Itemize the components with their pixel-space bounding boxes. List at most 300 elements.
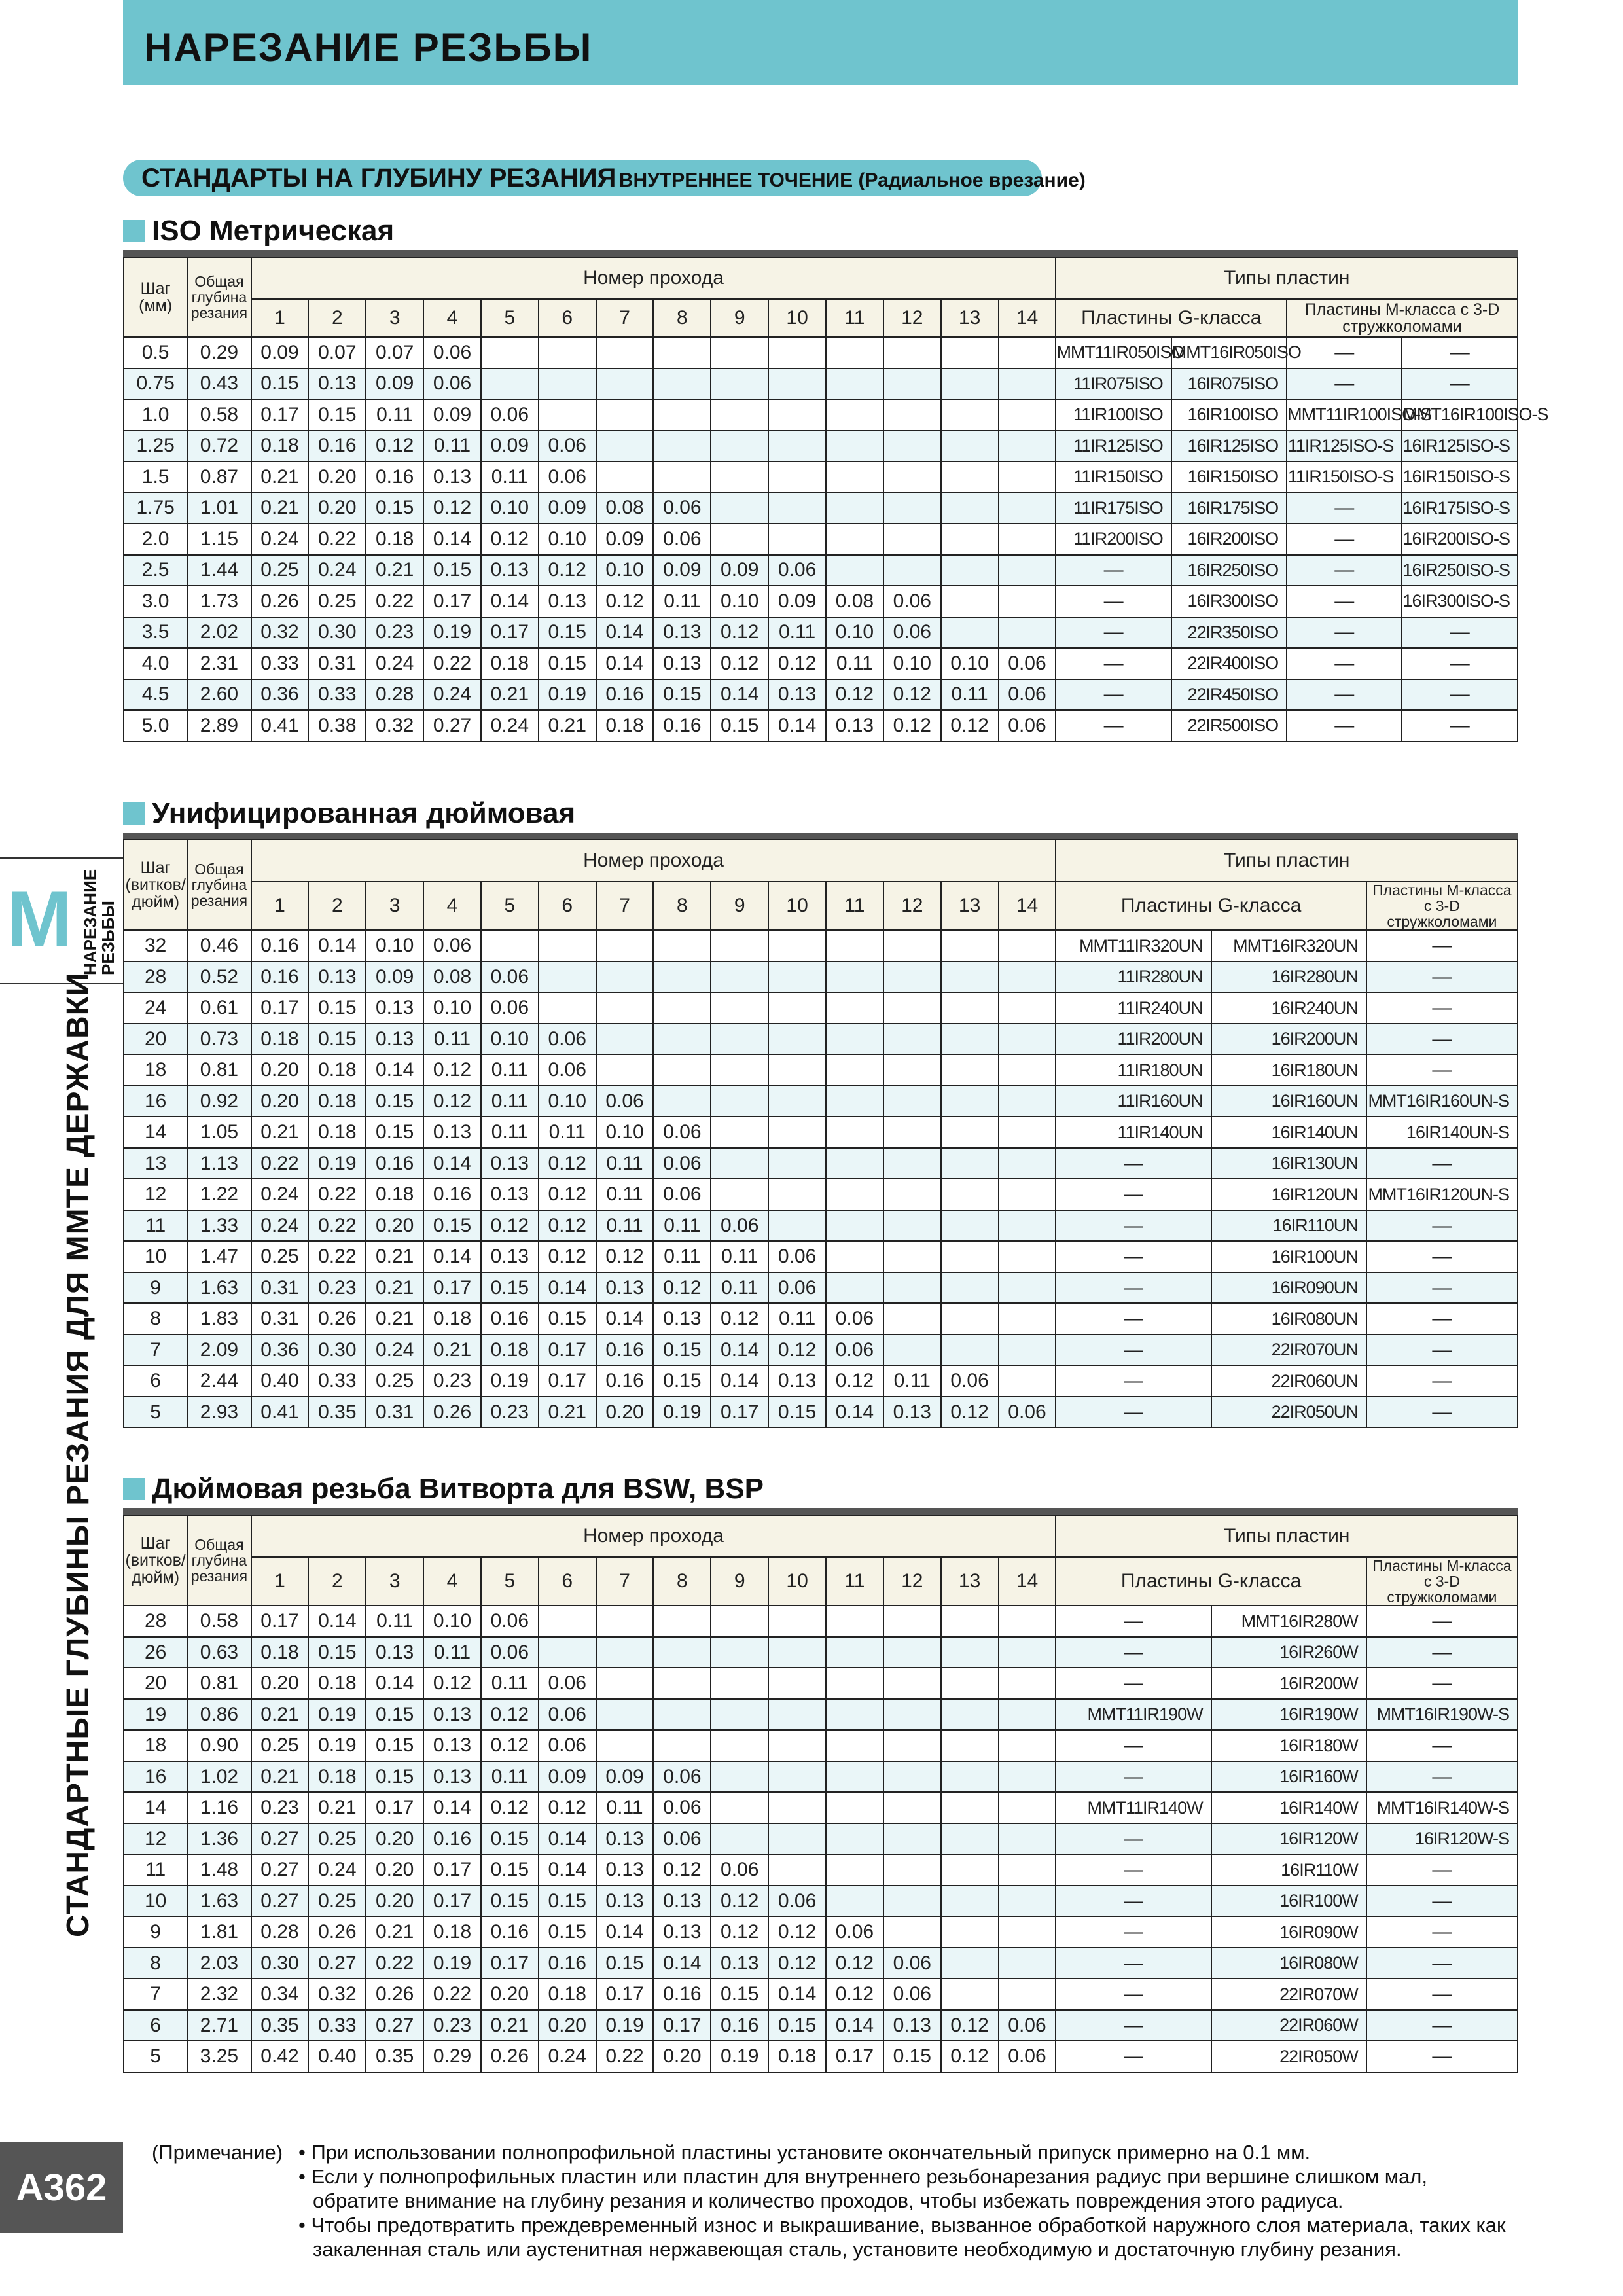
insert-cell: — (1056, 679, 1171, 711)
insert-cell: 16IR120W (1211, 1823, 1366, 1855)
insert-cell: 16IR300ISO-S (1402, 586, 1518, 617)
pass-depth-cell: 0.12 (539, 555, 596, 586)
insert-cell: 16IR175ISO (1171, 493, 1287, 524)
pass-depth-cell (883, 1699, 941, 1731)
pass-depth-cell: 0.13 (481, 1148, 539, 1179)
insert-cell: — (1056, 1886, 1211, 1917)
pass-depth-cell: 0.23 (366, 617, 423, 649)
pass-depth-cell: 0.06 (653, 1761, 711, 1793)
depth-cell: 1.48 (187, 1854, 251, 1886)
pass-depth-cell (999, 1979, 1056, 2010)
pitch-cell: 6 (124, 2010, 187, 2041)
pass-depth-cell (826, 1668, 883, 1699)
pass-depth-cell: 0.10 (481, 1024, 539, 1055)
pass-depth-cell: 0.13 (481, 1241, 539, 1272)
pass-depth-cell: 0.12 (711, 1886, 768, 1917)
insert-cell: — (1366, 1397, 1518, 1428)
insert-cell: — (1056, 555, 1171, 586)
table-row (124, 1086, 1518, 1117)
pass-depth-cell: 0.21 (366, 555, 423, 586)
pass-depth-cell: 0.14 (423, 524, 481, 555)
table-row (124, 1024, 1518, 1055)
pass-depth-cell: 0.15 (481, 1854, 539, 1886)
insert-cell: MMT11IR050ISO (1056, 337, 1171, 368)
pass-depth-cell (941, 1303, 999, 1335)
pass-depth-cell (653, 1024, 711, 1055)
pass-depth-cell: 0.14 (711, 1335, 768, 1366)
pass-depth-cell: 0.06 (653, 524, 711, 555)
pass-depth-cell: 0.15 (539, 617, 596, 649)
pass-depth-cell: 0.10 (481, 493, 539, 524)
pass-column-header: 13 (941, 882, 999, 930)
pass-column-header: 12 (883, 1557, 941, 1605)
pass-depth-cell: 0.12 (423, 1054, 481, 1086)
table-row (124, 1668, 1518, 1699)
pass-depth-cell: 0.15 (366, 1086, 423, 1117)
pass-depth-cell (826, 524, 883, 555)
insert-cell: MMT16IR160UN-S (1366, 1086, 1518, 1117)
insert-cell: 16IR125ISO-S (1402, 431, 1518, 462)
total-depth-header: Общая глубина резания (187, 1515, 251, 1605)
pass-depth-cell: 0.06 (481, 399, 539, 431)
table-row (124, 992, 1518, 1024)
pass-depth-cell: 0.13 (423, 1699, 481, 1731)
pass-depth-cell: 0.24 (251, 524, 309, 555)
pitch-cell: 9 (124, 1272, 187, 1304)
insert-cell: MMT11IR190W (1056, 1699, 1211, 1731)
pass-depth-cell: 0.21 (481, 2010, 539, 2041)
pass-depth-cell: 0.18 (596, 710, 654, 742)
insert-cell: — (1366, 1210, 1518, 1242)
pass-depth-cell: 0.13 (768, 679, 826, 711)
pass-depth-cell: 0.35 (251, 2010, 309, 2041)
g-class-header: Пластины G-класса (1056, 1557, 1366, 1605)
pass-depth-cell: 0.12 (883, 710, 941, 742)
pass-depth-cell: 0.21 (251, 1117, 309, 1148)
pass-depth-cell: 0.23 (308, 1272, 366, 1304)
pass-depth-cell: 0.14 (366, 1668, 423, 1699)
insert-types-header: Типы пластин (1056, 1515, 1518, 1557)
pass-depth-cell: 0.30 (308, 617, 366, 649)
pass-depth-cell (711, 1637, 768, 1668)
pass-depth-cell: 0.16 (423, 1823, 481, 1855)
pass-depth-cell: 0.23 (423, 1365, 481, 1397)
pass-depth-cell: 0.13 (653, 1303, 711, 1335)
pass-depth-cell: 0.11 (711, 1272, 768, 1304)
pass-depth-cell (941, 930, 999, 961)
pass-depth-cell (883, 1303, 941, 1335)
pitch-cell: 20 (124, 1024, 187, 1055)
pass-depth-cell (539, 1605, 596, 1637)
pass-column-header: 13 (941, 299, 999, 337)
pass-depth-cell: 0.09 (481, 431, 539, 462)
insert-cell: MMT16IR140W-S (1366, 1792, 1518, 1823)
pass-depth-cell (539, 368, 596, 400)
pitch-header: Шаг (мм) (124, 257, 187, 337)
pass-depth-cell: 0.16 (366, 1148, 423, 1179)
pass-depth-cell (941, 1792, 999, 1823)
pass-depth-cell (941, 1117, 999, 1148)
pass-depth-cell (826, 461, 883, 493)
pass-depth-cell (999, 617, 1056, 649)
pass-depth-cell (999, 1241, 1056, 1272)
pass-depth-cell: 0.31 (251, 1303, 309, 1335)
pitch-cell: 5 (124, 1397, 187, 1428)
pass-depth-cell: 0.17 (366, 1792, 423, 1823)
pass-depth-cell: 0.11 (366, 1605, 423, 1637)
pass-depth-cell: 0.15 (308, 992, 366, 1024)
pass-depth-cell: 0.12 (941, 710, 999, 742)
insert-cell: — (1056, 1365, 1211, 1397)
pass-depth-cell: 0.06 (539, 1730, 596, 1761)
pass-column-header: 12 (883, 882, 941, 930)
pass-column-header: 4 (423, 299, 481, 337)
pass-number-header: Номер прохода (251, 1515, 1056, 1557)
pass-depth-cell: 0.25 (308, 1823, 366, 1855)
pass-depth-cell: 0.27 (308, 1948, 366, 1979)
pass-depth-cell: 0.14 (711, 679, 768, 711)
pass-number-header: Номер прохода (251, 840, 1056, 882)
g-class-header: Пластины G-класса (1056, 299, 1287, 337)
insert-cell: — (1402, 617, 1518, 649)
pass-depth-cell: 0.09 (366, 368, 423, 400)
pass-column-header: 12 (883, 299, 941, 337)
pass-depth-cell: 0.17 (596, 1979, 654, 2010)
pass-depth-cell: 0.15 (768, 2010, 826, 2041)
pass-column-header: 10 (768, 1557, 826, 1605)
square-bullet-icon (123, 802, 145, 825)
depth-cell: 0.81 (187, 1054, 251, 1086)
header-row (124, 840, 1518, 882)
pass-depth-cell (596, 961, 654, 993)
pass-depth-cell: 0.19 (711, 2041, 768, 2072)
pass-depth-cell (768, 1210, 826, 1242)
depth-cell: 1.44 (187, 555, 251, 586)
pass-depth-cell: 0.16 (711, 2010, 768, 2041)
pass-depth-cell (883, 930, 941, 961)
pitch-cell: 16 (124, 1086, 187, 1117)
pass-column-header: 9 (711, 299, 768, 337)
pitch-cell: 19 (124, 1699, 187, 1731)
insert-cell: MMT16IR120UN-S (1366, 1179, 1518, 1210)
insert-cell: 16IR280UN (1211, 961, 1366, 993)
pass-depth-cell (826, 1823, 883, 1855)
insert-cell: 16IR240UN (1211, 992, 1366, 1024)
pass-depth-cell: 0.06 (826, 1335, 883, 1366)
pass-depth-cell: 0.09 (596, 524, 654, 555)
pass-depth-cell (941, 1823, 999, 1855)
pass-depth-cell (539, 992, 596, 1024)
pass-depth-cell: 0.12 (539, 1792, 596, 1823)
threading-tab-letter: M (7, 875, 72, 963)
insert-cell: 11IR240UN (1056, 992, 1211, 1024)
depth-cell: 0.72 (187, 431, 251, 462)
pass-depth-cell: 0.33 (308, 2010, 366, 2041)
pass-depth-cell: 0.29 (423, 2041, 481, 2072)
pass-depth-cell: 0.12 (653, 1854, 711, 1886)
pass-depth-cell (941, 1148, 999, 1179)
pass-column-header: 11 (826, 1557, 883, 1605)
pass-depth-cell (653, 1699, 711, 1731)
table-row (124, 461, 1518, 493)
pitch-cell: 3.5 (124, 617, 187, 649)
pass-depth-cell: 0.11 (366, 399, 423, 431)
pass-depth-cell: 0.12 (768, 648, 826, 679)
pass-depth-cell: 0.22 (423, 1979, 481, 2010)
pass-depth-cell: 0.16 (366, 461, 423, 493)
depth-cell: 1.05 (187, 1117, 251, 1148)
insert-cell: — (1056, 1303, 1211, 1335)
pass-depth-cell: 0.41 (251, 1397, 309, 1428)
vertical-chapter-title: СТАНДАРТНЫЕ ГЛУБИНЫ РЕЗАНИЯ ДЛЯ MMTE ДЕРЖАВКИ (61, 972, 96, 1937)
pass-depth-cell (941, 1637, 999, 1668)
pass-depth-cell (999, 555, 1056, 586)
pass-depth-cell (768, 1605, 826, 1637)
pass-depth-cell (596, 368, 654, 400)
pass-depth-cell: 0.33 (308, 679, 366, 711)
depth-cell: 1.15 (187, 524, 251, 555)
pass-depth-cell: 0.06 (711, 1854, 768, 1886)
table-row (124, 1637, 1518, 1668)
pass-depth-cell: 0.25 (308, 586, 366, 617)
pass-depth-cell: 0.06 (999, 2010, 1056, 2041)
pass-depth-cell (999, 337, 1056, 368)
pass-depth-cell: 0.24 (251, 1210, 309, 1242)
insert-cell: 22IR050UN (1211, 1397, 1366, 1428)
pass-depth-cell: 0.14 (423, 1148, 481, 1179)
pass-depth-cell (826, 1054, 883, 1086)
pitch-cell: 0.75 (124, 368, 187, 400)
pass-depth-cell (596, 1699, 654, 1731)
pass-depth-cell: 0.06 (768, 555, 826, 586)
table-row (124, 1699, 1518, 1731)
pass-depth-cell: 0.16 (251, 930, 309, 961)
insert-cell: — (1366, 2041, 1518, 2072)
insert-cell: — (1366, 2010, 1518, 2041)
depth-cell: 0.87 (187, 461, 251, 493)
insert-cell: — (1366, 1148, 1518, 1179)
pitch-cell: 1.5 (124, 461, 187, 493)
sidebar-tab-text (82, 869, 118, 975)
pass-depth-cell: 0.34 (251, 1979, 309, 2010)
table-row (124, 1210, 1518, 1242)
insert-cell: — (1366, 1730, 1518, 1761)
pass-depth-cell: 0.33 (308, 1365, 366, 1397)
pass-depth-cell (711, 930, 768, 961)
pass-depth-cell: 0.25 (251, 1730, 309, 1761)
pass-column-header: 7 (596, 882, 654, 930)
pass-column-header: 8 (653, 882, 711, 930)
table-row (124, 1397, 1518, 1428)
insert-cell: 16IR180UN (1211, 1054, 1366, 1086)
pass-depth-cell (768, 337, 826, 368)
depth-cell: 1.01 (187, 493, 251, 524)
table-row (124, 493, 1518, 524)
pass-depth-cell (999, 368, 1056, 400)
pass-depth-cell: 0.06 (539, 1054, 596, 1086)
pitch-cell: 10 (124, 1886, 187, 1917)
pass-depth-cell (826, 1117, 883, 1148)
pitch-cell: 12 (124, 1823, 187, 1855)
table-row (124, 1854, 1518, 1886)
pass-depth-cell: 0.12 (539, 1210, 596, 1242)
pass-depth-cell: 0.06 (481, 992, 539, 1024)
pass-depth-cell: 0.21 (366, 1272, 423, 1304)
pass-depth-cell: 0.27 (251, 1886, 309, 1917)
pass-depth-cell: 0.23 (251, 1792, 309, 1823)
pass-depth-cell: 0.12 (481, 1730, 539, 1761)
depth-cell: 2.31 (187, 648, 251, 679)
table-row (124, 555, 1518, 586)
pass-depth-cell (999, 399, 1056, 431)
pass-depth-cell (883, 368, 941, 400)
pass-depth-cell: 0.15 (711, 710, 768, 742)
insert-cell: MMT11IR320UN (1056, 930, 1211, 961)
pass-depth-cell: 0.22 (423, 648, 481, 679)
depth-cell: 1.47 (187, 1241, 251, 1272)
insert-cell: 16IR200UN (1211, 1024, 1366, 1055)
depth-cell: 1.73 (187, 586, 251, 617)
pass-depth-cell: 0.42 (251, 2041, 309, 2072)
pass-depth-cell (826, 1761, 883, 1793)
pass-depth-cell (999, 1605, 1056, 1637)
pass-depth-cell: 0.16 (653, 710, 711, 742)
pitch-cell: 12 (124, 1179, 187, 1210)
pass-depth-cell: 0.18 (308, 1117, 366, 1148)
pass-depth-cell: 0.20 (596, 1397, 654, 1428)
pass-depth-cell: 0.09 (423, 399, 481, 431)
pass-depth-cell: 0.13 (423, 1730, 481, 1761)
pass-depth-cell: 0.13 (711, 1948, 768, 1979)
pass-depth-cell: 0.23 (481, 1397, 539, 1428)
insert-cell: — (1056, 1210, 1211, 1242)
insert-cell: 16IR180W (1211, 1730, 1366, 1761)
pass-depth-cell: 0.15 (366, 1761, 423, 1793)
pass-depth-cell (941, 1241, 999, 1272)
pass-depth-cell: 0.16 (423, 1179, 481, 1210)
table-row (124, 399, 1518, 431)
pass-depth-cell: 0.15 (539, 648, 596, 679)
pass-depth-cell: 0.16 (596, 679, 654, 711)
insert-cell: — (1287, 710, 1402, 742)
pass-depth-cell: 0.11 (596, 1179, 654, 1210)
pass-depth-cell (711, 1699, 768, 1731)
table-row (124, 961, 1518, 993)
pass-depth-cell: 0.18 (251, 1637, 309, 1668)
pass-depth-cell: 0.13 (539, 586, 596, 617)
insert-cell: 11IR200UN (1056, 1024, 1211, 1055)
pass-column-header: 9 (711, 1557, 768, 1605)
table-row (124, 1605, 1518, 1637)
pass-depth-cell (711, 1792, 768, 1823)
pitch-cell: 5 (124, 2041, 187, 2072)
pass-depth-cell (596, 1605, 654, 1637)
pass-depth-cell (826, 930, 883, 961)
pass-depth-cell (826, 399, 883, 431)
insert-cell: — (1287, 368, 1402, 400)
insert-cell: — (1366, 992, 1518, 1024)
insert-cell: — (1056, 1148, 1211, 1179)
pass-depth-cell: 0.26 (423, 1397, 481, 1428)
pass-depth-cell: 0.24 (251, 1179, 309, 1210)
pass-depth-cell: 0.38 (308, 710, 366, 742)
pass-depth-cell (999, 1668, 1056, 1699)
page-title: НАРЕЗАНИЕ РЕЗЬБЫ (144, 26, 593, 69)
pass-depth-cell (941, 399, 999, 431)
pitch-cell: 8 (124, 1948, 187, 1979)
pass-depth-cell: 0.35 (366, 2041, 423, 2072)
pass-depth-cell (711, 961, 768, 993)
pass-depth-cell: 0.28 (251, 1916, 309, 1948)
pass-depth-cell: 0.22 (308, 1179, 366, 1210)
insert-cell: — (1056, 1948, 1211, 1979)
insert-cell: — (1287, 679, 1402, 711)
pass-depth-cell (768, 992, 826, 1024)
pass-depth-cell (596, 1668, 654, 1699)
pass-column-header: 14 (999, 1557, 1056, 1605)
depth-cell: 1.33 (187, 1210, 251, 1242)
pass-depth-cell: 0.20 (366, 1886, 423, 1917)
pass-depth-cell: 0.13 (768, 1365, 826, 1397)
pass-column-header: 4 (423, 882, 481, 930)
pass-depth-cell: 0.13 (653, 1886, 711, 1917)
pass-depth-cell (883, 431, 941, 462)
pass-depth-cell (999, 586, 1056, 617)
table-row (124, 710, 1518, 742)
pass-depth-cell: 0.27 (251, 1823, 309, 1855)
pass-column-header: 3 (366, 299, 423, 337)
pass-depth-cell (596, 1054, 654, 1086)
pass-depth-cell (941, 586, 999, 617)
pass-depth-cell (711, 399, 768, 431)
table-row (124, 1823, 1518, 1855)
pass-depth-cell: 0.17 (481, 1948, 539, 1979)
pass-depth-cell (883, 1272, 941, 1304)
pitch-header: Шаг (витков/ дюйм) (124, 840, 187, 930)
pass-number-header: Номер прохода (251, 257, 1056, 299)
unified-inch-table (123, 839, 1518, 1428)
pass-depth-cell: 0.14 (539, 1272, 596, 1304)
pass-depth-cell (711, 1054, 768, 1086)
depth-cell: 0.58 (187, 1605, 251, 1637)
pass-depth-cell: 0.10 (539, 524, 596, 555)
depth-cell: 1.36 (187, 1823, 251, 1855)
pass-depth-cell: 0.19 (423, 1948, 481, 1979)
insert-cell: 16IR120UN (1211, 1179, 1366, 1210)
pass-depth-cell: 0.15 (883, 2041, 941, 2072)
pass-depth-cell: 0.21 (251, 1699, 309, 1731)
pass-depth-cell (883, 1086, 941, 1117)
pass-depth-cell (653, 368, 711, 400)
pass-depth-cell (999, 992, 1056, 1024)
pitch-cell: 3.0 (124, 586, 187, 617)
insert-cell: — (1287, 493, 1402, 524)
pass-depth-cell: 0.14 (423, 1792, 481, 1823)
pass-depth-cell (768, 1761, 826, 1793)
pass-depth-cell: 0.30 (308, 1335, 366, 1366)
pass-depth-cell: 0.17 (653, 2010, 711, 2041)
pass-depth-cell: 0.21 (423, 1335, 481, 1366)
pass-depth-cell (596, 399, 654, 431)
pass-depth-cell: 0.15 (481, 1823, 539, 1855)
pass-depth-cell (883, 493, 941, 524)
pass-depth-cell: 0.09 (596, 1761, 654, 1793)
pass-depth-cell: 0.24 (366, 1335, 423, 1366)
header-row (124, 299, 1518, 337)
pass-depth-cell: 0.06 (999, 1397, 1056, 1428)
insert-cell: 11IR150ISO (1056, 461, 1171, 493)
insert-cell: MMT16IR280W (1211, 1605, 1366, 1637)
